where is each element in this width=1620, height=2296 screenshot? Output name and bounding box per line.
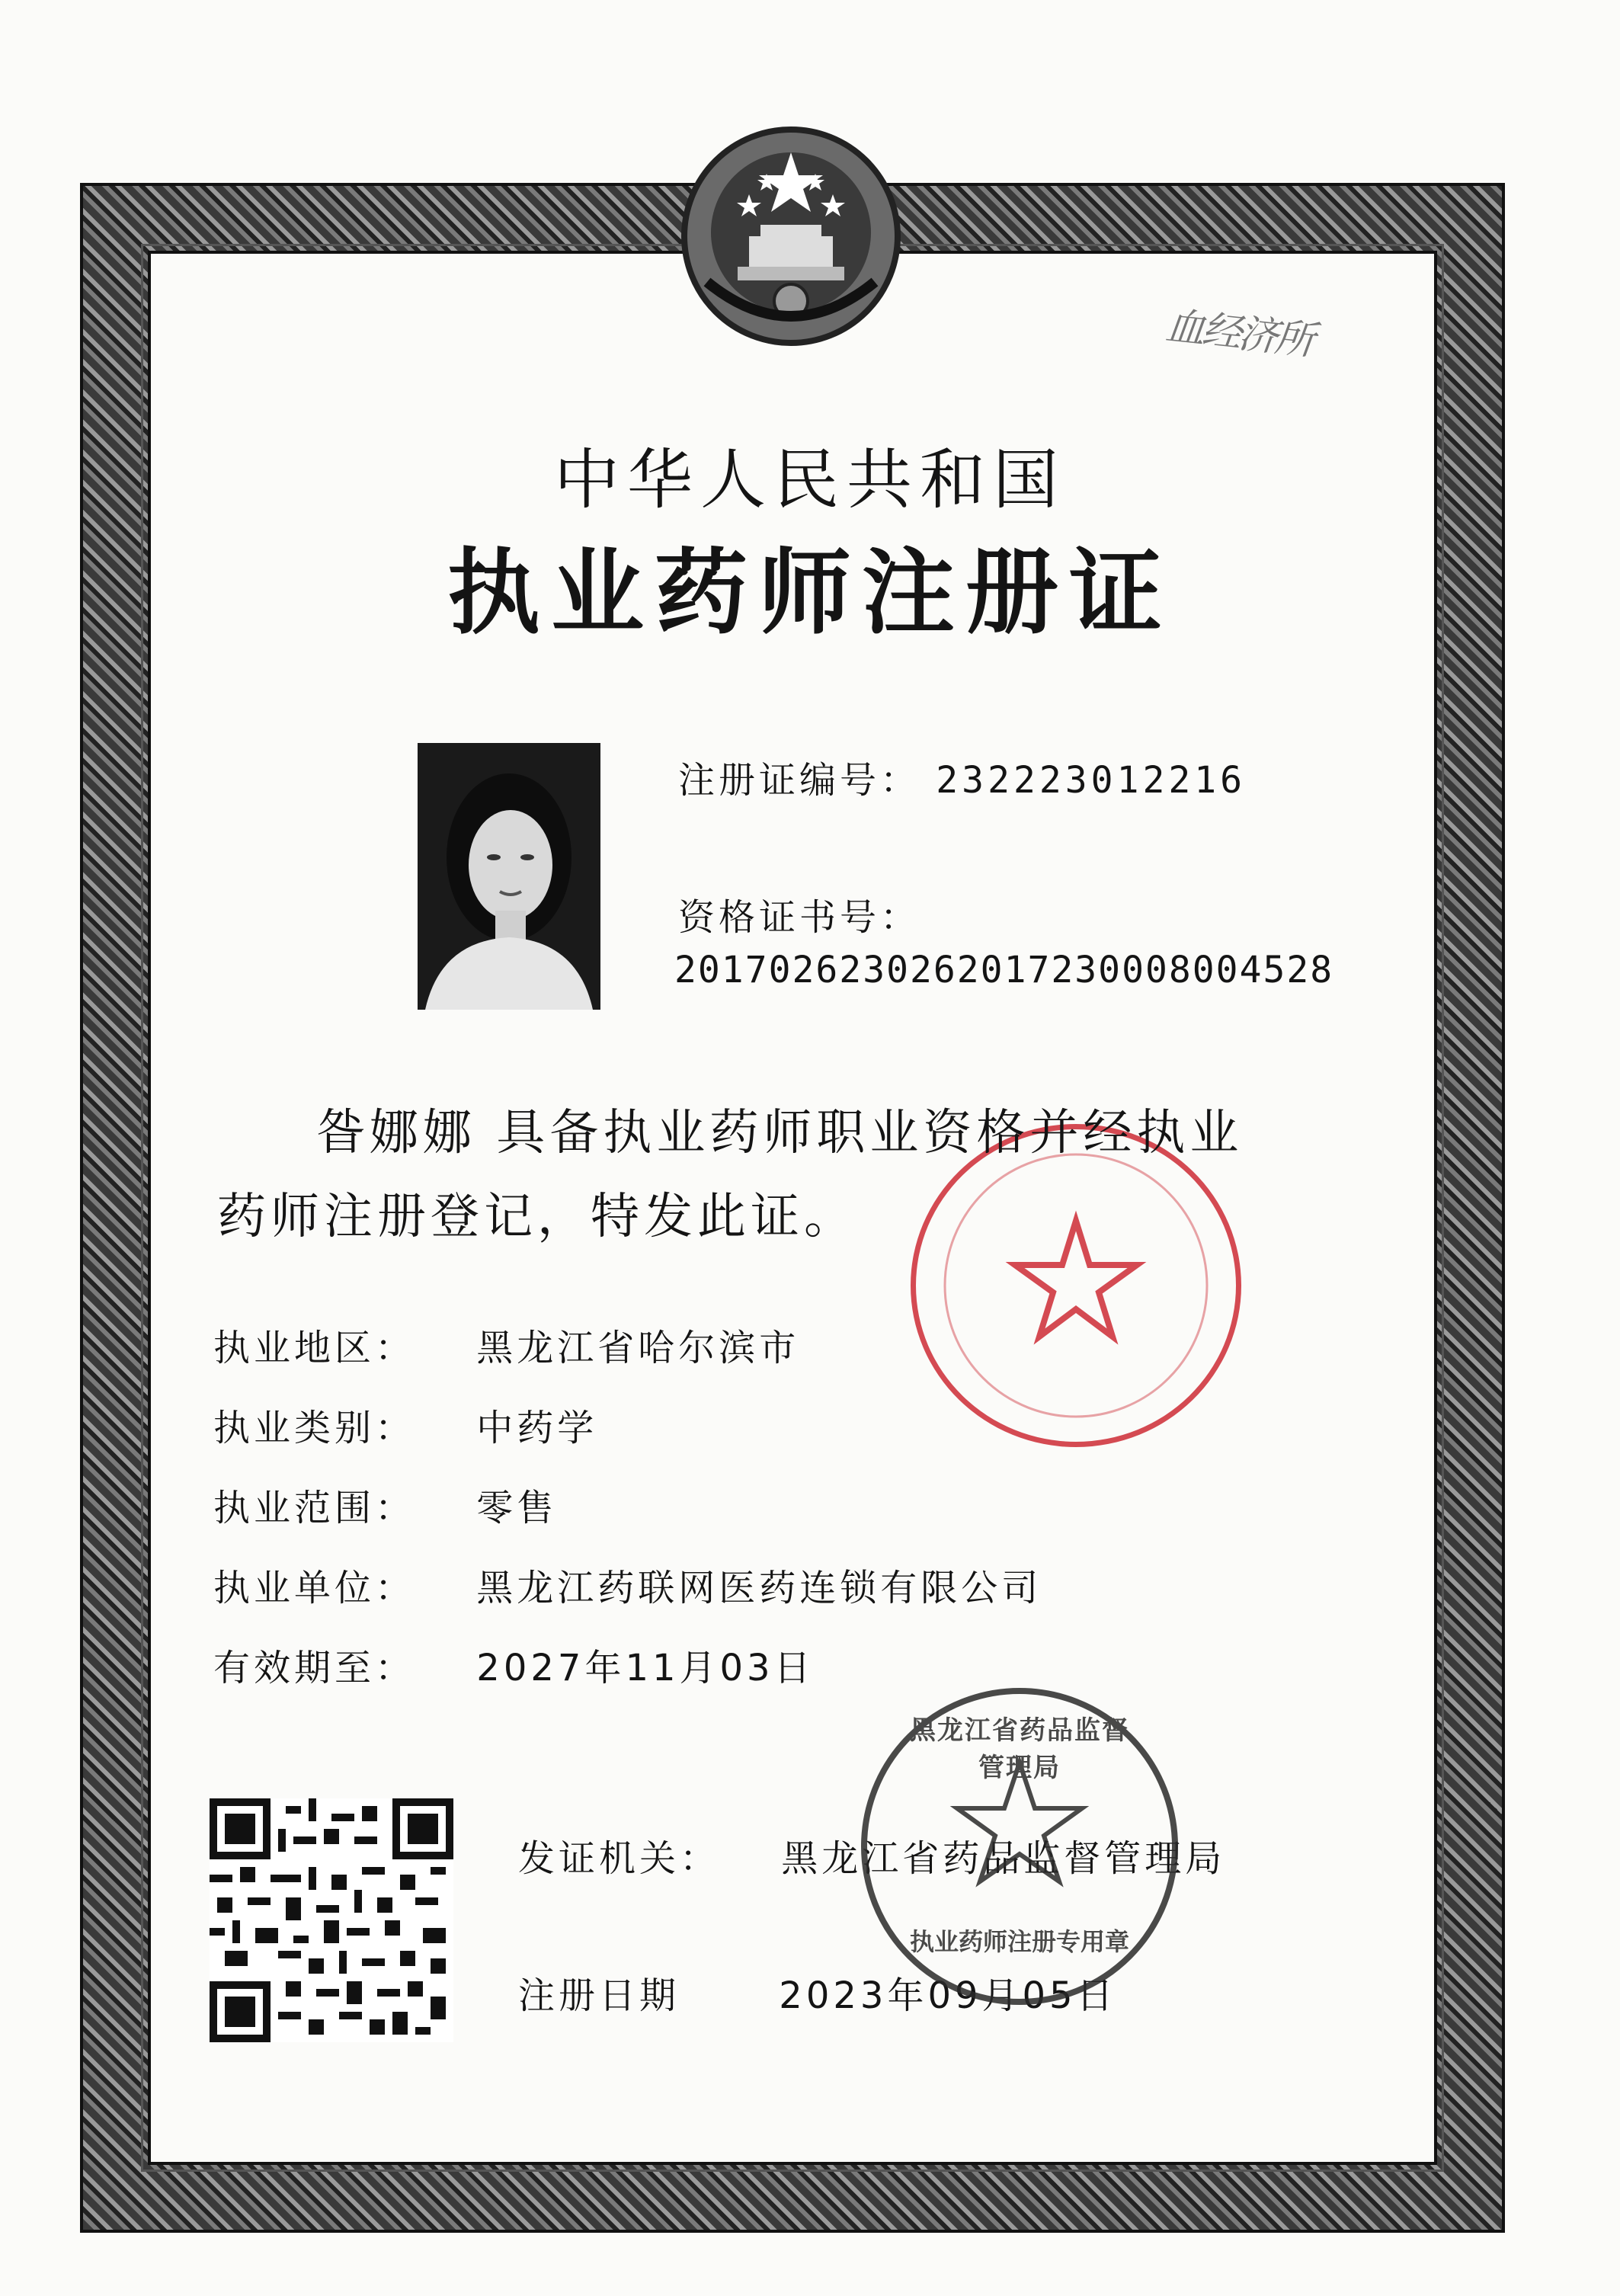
- issuer-label: 发证机关：: [518, 1837, 721, 1880]
- holder-photo: [418, 743, 600, 1010]
- handwritten-note: 血经济所: [1163, 303, 1314, 364]
- statement-line-2: 药师注册登记，特发此证。: [217, 1189, 857, 1245]
- registration-seal: [861, 1688, 1178, 2005]
- field-value: 零售: [476, 1487, 558, 1529]
- field-label: 有效期至：: [213, 1647, 416, 1689]
- field-label: 执业类别：: [213, 1407, 416, 1449]
- field-value: 黑龙江药联网医药连锁有限公司: [476, 1567, 1042, 1609]
- field-label: 执业单位：: [213, 1567, 416, 1609]
- qr-code: [210, 1798, 453, 2042]
- statement-line-1: 昝娜娜 具备执业药师职业资格并经执业: [316, 1105, 1244, 1161]
- field-label: 执业地区：: [213, 1327, 416, 1369]
- field-row: [213, 1638, 815, 1691]
- field-row: [213, 1318, 799, 1371]
- registration-no-row: [678, 751, 1246, 803]
- country-name: 中华人民共和国: [554, 442, 1066, 518]
- field-value: 中药学: [476, 1407, 598, 1449]
- certificate-title: 执业药师注册证: [447, 539, 1173, 647]
- national-emblem-icon: [677, 122, 905, 351]
- registration-no-value: 232223012216: [936, 759, 1247, 802]
- field-row: [213, 1558, 1042, 1611]
- qualification-no-label: 资格证书号：: [678, 896, 921, 939]
- field-value: 2027年11月03日: [476, 1647, 815, 1689]
- field-row: [213, 1398, 597, 1451]
- seal-top-text: 黑龙江省药品监督管理局: [910, 1715, 1129, 1783]
- field-label: 执业范围：: [213, 1487, 416, 1529]
- registration-no-label: 注册证编号：: [678, 759, 921, 802]
- qualification-no-value: 20170262302620172300080045​28: [674, 949, 1334, 991]
- seal-bottom-text: 执业药师注册专用章: [909, 1927, 1129, 1956]
- red-official-seal: [911, 1124, 1241, 1447]
- field-row: [213, 1478, 557, 1531]
- reg-date-value: 2023年09月05日: [779, 1974, 1117, 2017]
- issuer-value: 黑龙江省药品监督管理局: [781, 1837, 1226, 1880]
- reg-date-label: 注册日期: [518, 1974, 680, 2017]
- field-value: 黑龙江省哈尔滨市: [476, 1327, 800, 1369]
